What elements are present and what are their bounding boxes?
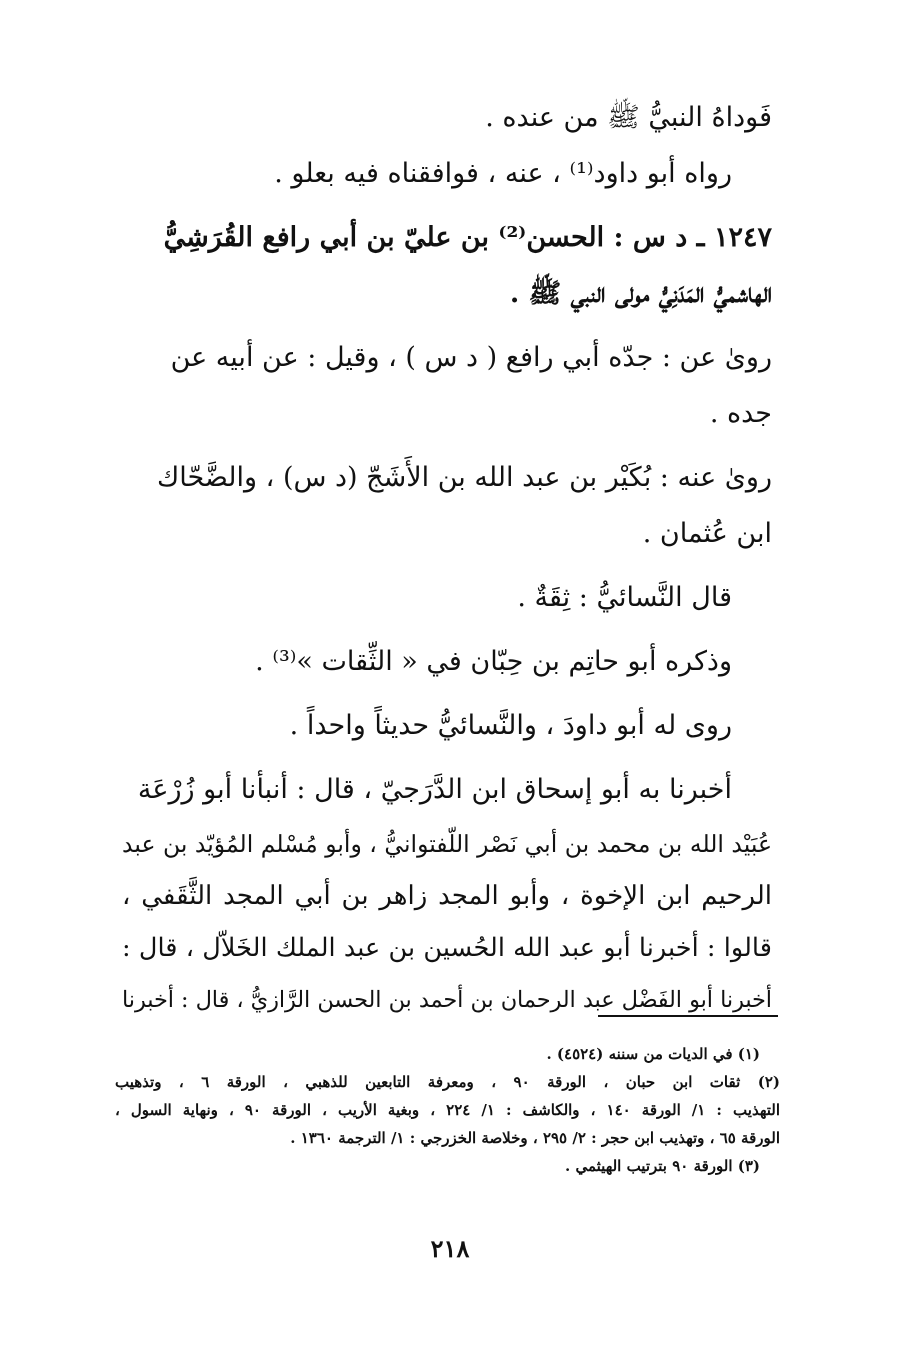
footnote: (٢) ثقات ابن حبان ، الورقة ٩٠ ، ومعرفة التابعين للذهبي ، الورقة ٦ ، وتذهيب [115, 1073, 780, 1091]
text-line: روى له أبو داودَ ، والنَّسائيُّ حديثاً واحداً . [289, 710, 732, 741]
text-line: عُبَيْد الله بن محمد بن أبي نَصْر اللّفتوانيُّ ، وأبو مُسْلم المُؤيّد بن عبد [122, 830, 772, 858]
footnote-divider [598, 1015, 778, 1017]
text-line: أخبرنا به أبو إسحاق ابن الدَّرَجيّ ، قال : أنبأنا أبو زُرْعَة [137, 774, 732, 805]
text-line: وذكره أبو حاتِم بن حِبّان في « الثِّقات »⁽³⁾ . [255, 646, 732, 677]
text-line: جده . [709, 398, 772, 429]
text-line: الرحيم ابن الإخوة ، وأبو المجد زاهر بن أبي المجد الثَّقَفي ، [122, 881, 772, 911]
text-line: روىٰ عنه : بُكَيْر بن عبد الله بن الأَشَجّ (د س) ، والضَّحّاك [156, 462, 772, 493]
entry-heading: ١٢٤٧ ـ د س : الحسن⁽²⁾ بن عليّ بن أبي رافع القُرَشِيُّ [163, 222, 772, 253]
page-number: ٢١٨ [430, 1234, 470, 1263]
footnote: (٣) الورقة ٩٠ بترتيب الهيثمي . [565, 1157, 760, 1175]
text-line: فَوداهُ النبيُّ ﷺ من عنده . [485, 102, 772, 133]
text-line: قالوا : أخبرنا أبو عبد الله الحُسين بن عبد الملك الخَلاّل ، قال : [122, 933, 772, 963]
footnote: (١) في الديات من سننه (٤٥٢٤) . [546, 1045, 760, 1063]
footnotes [115, 1040, 780, 1180]
entry-heading: الهاشميُّ المَدَنِيُّ مولى النبي ﷺ . [509, 278, 772, 309]
text-line: قال النَّسائيُّ : ثِقَةٌ . [517, 582, 732, 613]
text-line: روىٰ عن : جدّه أبي رافع ( د س ) ، وقيل : عن أبيه عن [170, 342, 772, 373]
main-text [122, 90, 772, 1026]
text-line: أخبرنا أبو الفَضْل عبد الرحمان بن أحمد بن الحسن الرَّازيُّ ، قال : أخبرنا [122, 987, 772, 1013]
text-line: رواه أبو داود⁽¹⁾ ، عنه ، فوافقناه فيه بعلو . [274, 158, 732, 189]
footnote: الورقة ٦٥ ، وتهذيب ابن حجر : ٢/ ٢٩٥ ، وخلاصة الخزرجي : ١/ الترجمة ١٣٦٠ . [290, 1129, 780, 1147]
text-line: ابن عُثمان . [642, 518, 772, 549]
footnote: التهذيب : ١/ الورقة ١٤٠ ، والكاشف : ١/ ٢٢٤ ، وبغية الأريب ، الورقة ٩٠ ، ونهاية السول ، [115, 1101, 780, 1119]
